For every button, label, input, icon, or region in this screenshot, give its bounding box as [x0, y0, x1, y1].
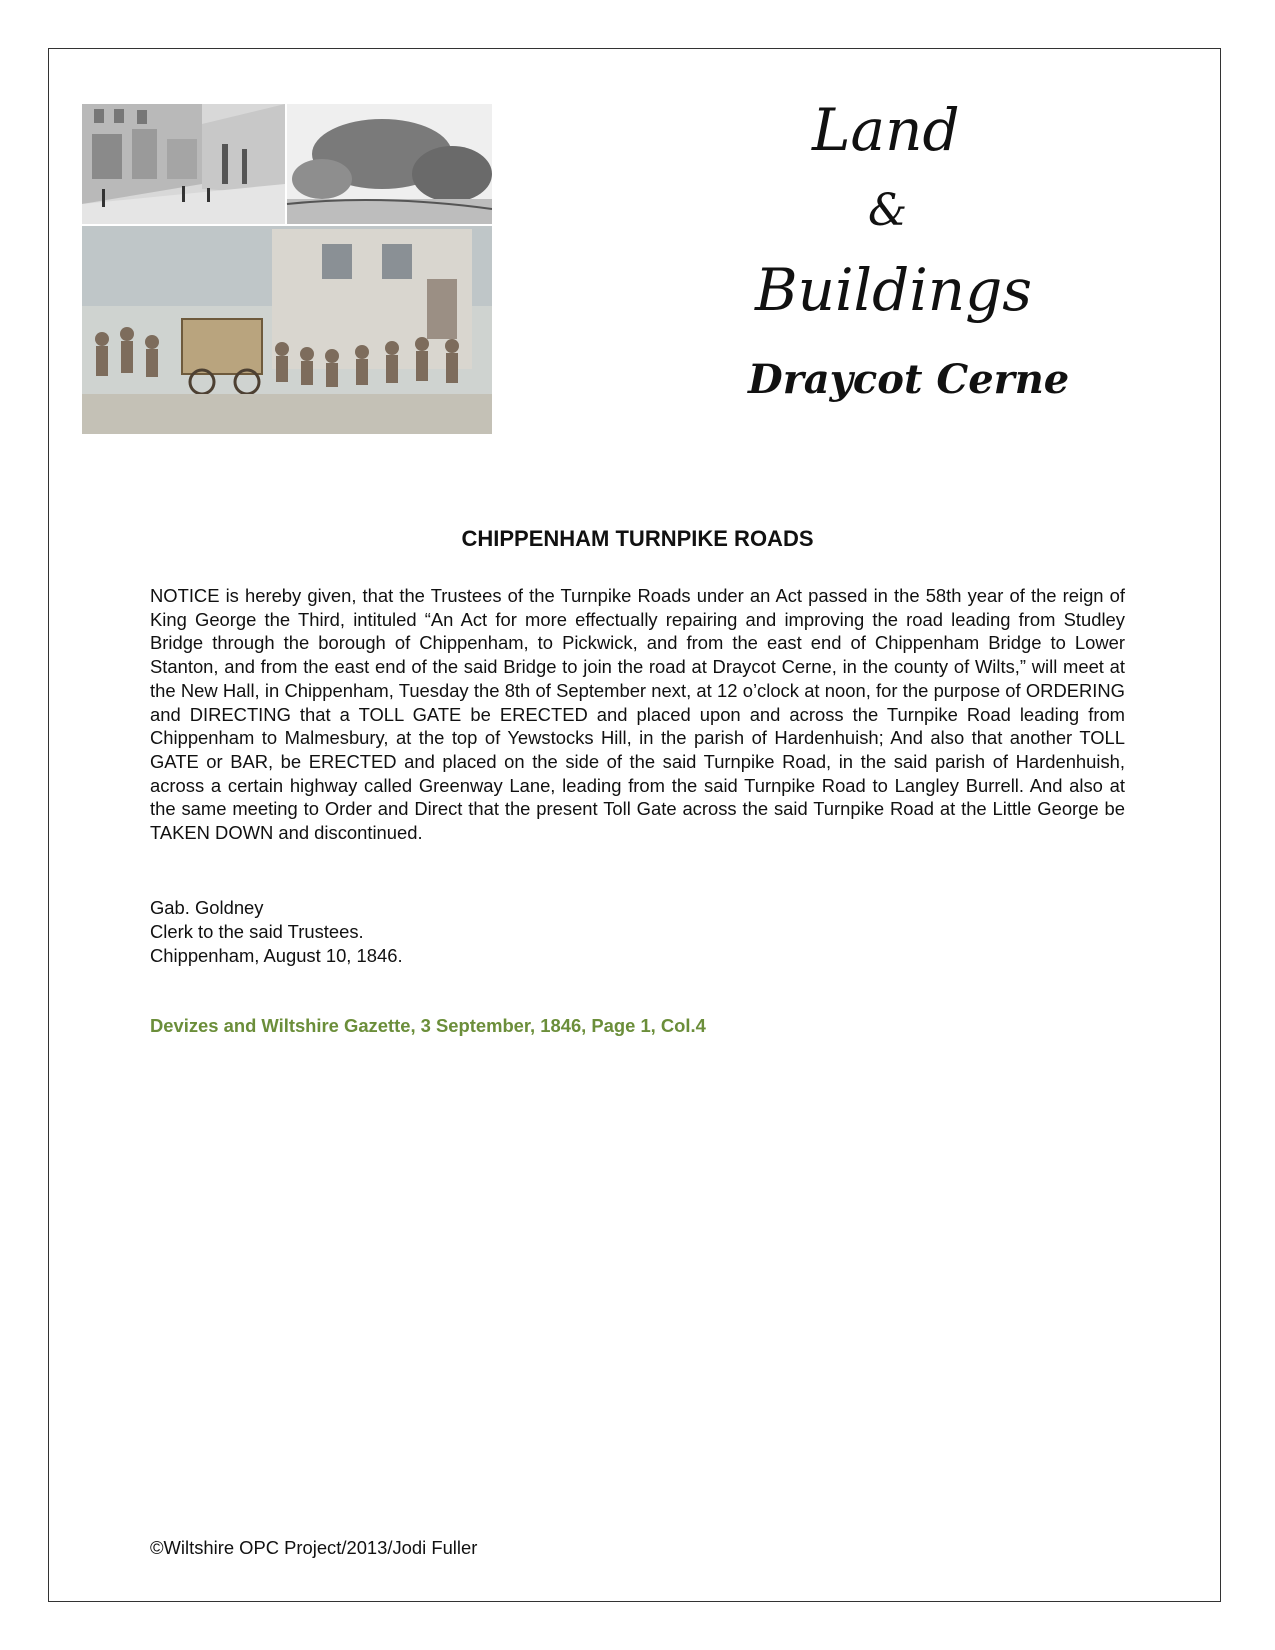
street-scene-photo — [82, 104, 285, 224]
signature-role: Clerk to the said Trustees. — [150, 921, 364, 942]
title-land: Land — [812, 96, 960, 164]
landscape-engraving — [287, 104, 492, 224]
article-body: NOTICE is hereby given, that the Trustees of the Turnpike Roads under an Act passed in the 58th year of the reign of King George the Third, intituled “An Act for more effectually repairing and improving the road leading from Studley Bridge through the borough of Chippenham, to Pickwick, and from the east end of Chippenham Bridge to Lower Stanton, and from the east end of the said Bridge to join the road at Draycot Cerne, in the county of Wilts,” will meet at the New Hall, in Chippenham, Tuesday the 8th of September next, at 12 o’clock at noon, for the purpose of ORDERING and DIRECTING that a TOLL GATE be ERECTED and placed upon and across the Turnpike Road leading from Chippenham to Malmesbury, at the top of Yewstocks Hill, in the parish of Hardenhuish; And also that another TOLL GATE or BAR, be ERECTED and placed on the side of the said Turnpike Road, in the said parish of Hardenhuish, across a certain highway called Greenway Lane, leading from the said Turnpike Road to Langley Burrell. And also at the same meeting to Order and Direct that the present Toll Gate across the said Turnpike Road at the Little George be TAKEN DOWN and discontinued. — [150, 585, 1125, 844]
article-heading: CHIPPENHAM TURNPIKE ROADS — [461, 526, 814, 551]
crowd-pulling-carriage-drawing — [82, 226, 492, 434]
copyright-footer: ©Wiltshire OPC Project/2013/Jodi Fuller — [150, 1537, 478, 1558]
signature-name: Gab. Goldney — [150, 897, 264, 918]
title-place-name: Draycot Cerne — [748, 356, 1070, 403]
title-buildings: Buildings — [755, 256, 1033, 324]
header-image-collage — [82, 104, 492, 434]
signature-place-date: Chippenham, August 10, 1846. — [150, 945, 403, 966]
title-ampersand: & — [868, 185, 908, 236]
signature-block — [150, 896, 403, 968]
source-citation: Devizes and Wiltshire Gazette, 3 September, 1846, Page 1, Col.4 — [150, 1015, 706, 1036]
